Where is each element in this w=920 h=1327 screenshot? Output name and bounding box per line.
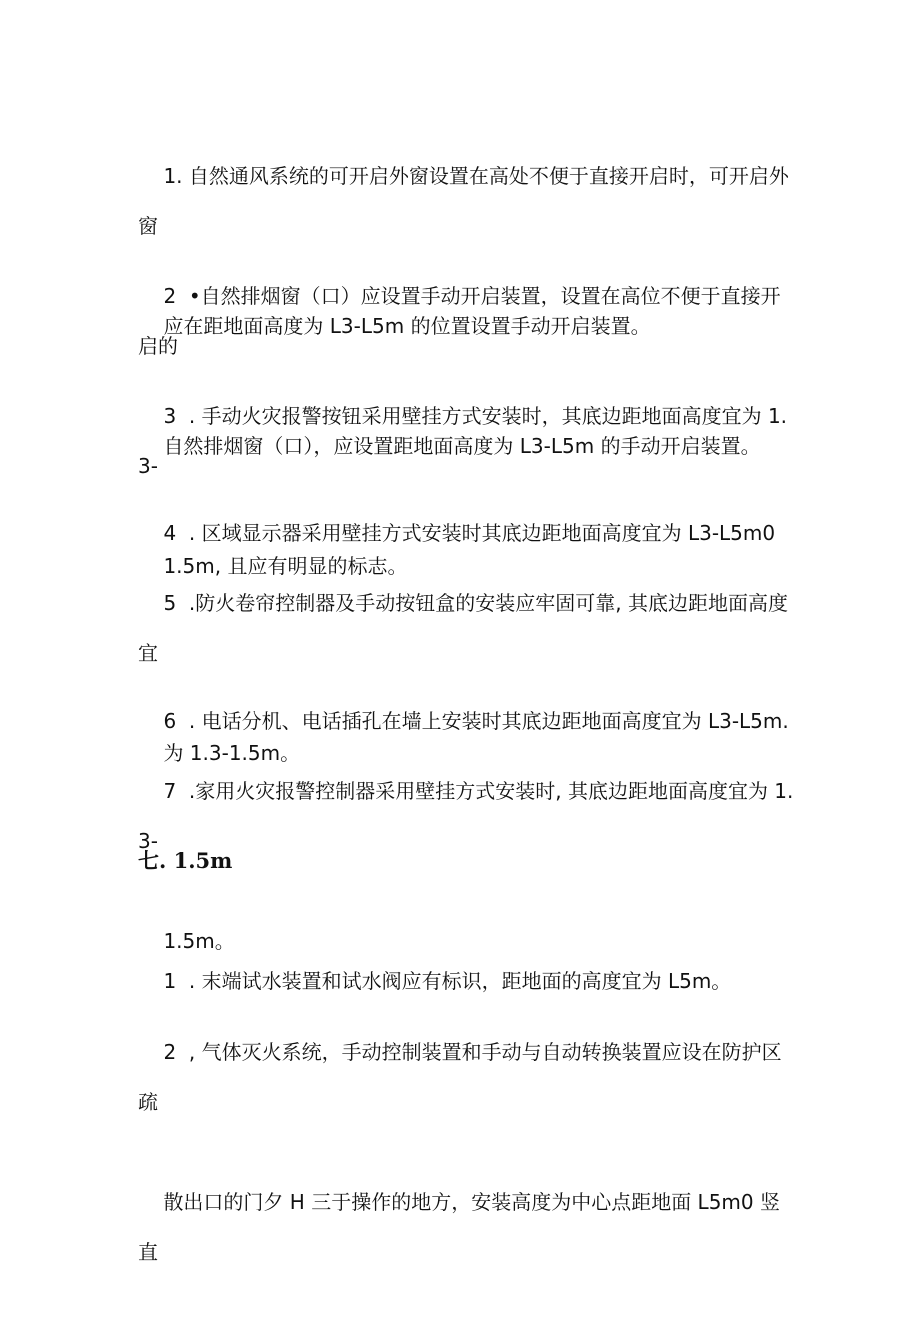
paragraph-6-line-1: 6 . 电话分机、电话插孔在墙上安装时其底边距地面高度宜为 L3-L5m.: [163, 709, 789, 733]
paragraph-7-line-1: 7 .家用火灾报警控制器采用壁挂方式安装时, 其底边距地面高度宜为 1.3-: [138, 779, 794, 853]
paragraph-7-line-2: 1.5m。: [163, 929, 235, 953]
section-heading: 七. 1.5m: [138, 848, 233, 873]
paragraph-3-line-2: 1.5m, 且应有明显的标志。: [163, 554, 408, 578]
paragraph-4-line-1: 4 . 区域显示器采用壁挂方式安装时其底边距地面高度宜为 L3-L5m0: [163, 521, 776, 545]
paragraph-2-line-1: 2 •自然排烟窗（口）应设置手动开启装置，设置在高位不便于直接开启的: [138, 284, 781, 358]
section-paragraph-2-line-1: 2 , 气体灭火系统，手动控制装置和手动与自动转换装置应设在防护区疏: [138, 1040, 782, 1114]
paragraph-1-line-1: 1. 自然通风系统的可开启外窗设置在高处不便于直接开启时，可开启外窗: [138, 164, 789, 238]
paragraph-5-line-2: 为 1.3-1.5m。: [163, 741, 301, 765]
paragraph-5-line-1: 5 .防火卷帘控制器及手动按钮盒的安装应牢固可靠, 其底边距地面高度宜: [138, 591, 788, 665]
paragraph-1-line-2: 应在距地面高度为 L3-L5m 的位置设置手动开启装置。: [163, 314, 651, 338]
section-paragraph-2-line-2: 散出口的门夕 H 三于操作的地方，安装高度为中心点距地面 L5m0 竖直: [138, 1190, 780, 1264]
section-paragraph-2: [138, 977, 798, 1327]
paragraph-2-line-2: 自然排烟窗（口），应设置距地面高度为 L3-L5m 的手动开启装置。: [163, 434, 761, 458]
paragraph-3-line-1: 3 . 手动火灾报警按钮采用壁挂方式安装时，其底边距地面高度宜为 1.3-: [138, 404, 788, 478]
section-paragraph-1-line-1: 1 . 末端试水装置和试水阀应有标识，距地面的高度宜为 L5m。: [163, 969, 732, 993]
